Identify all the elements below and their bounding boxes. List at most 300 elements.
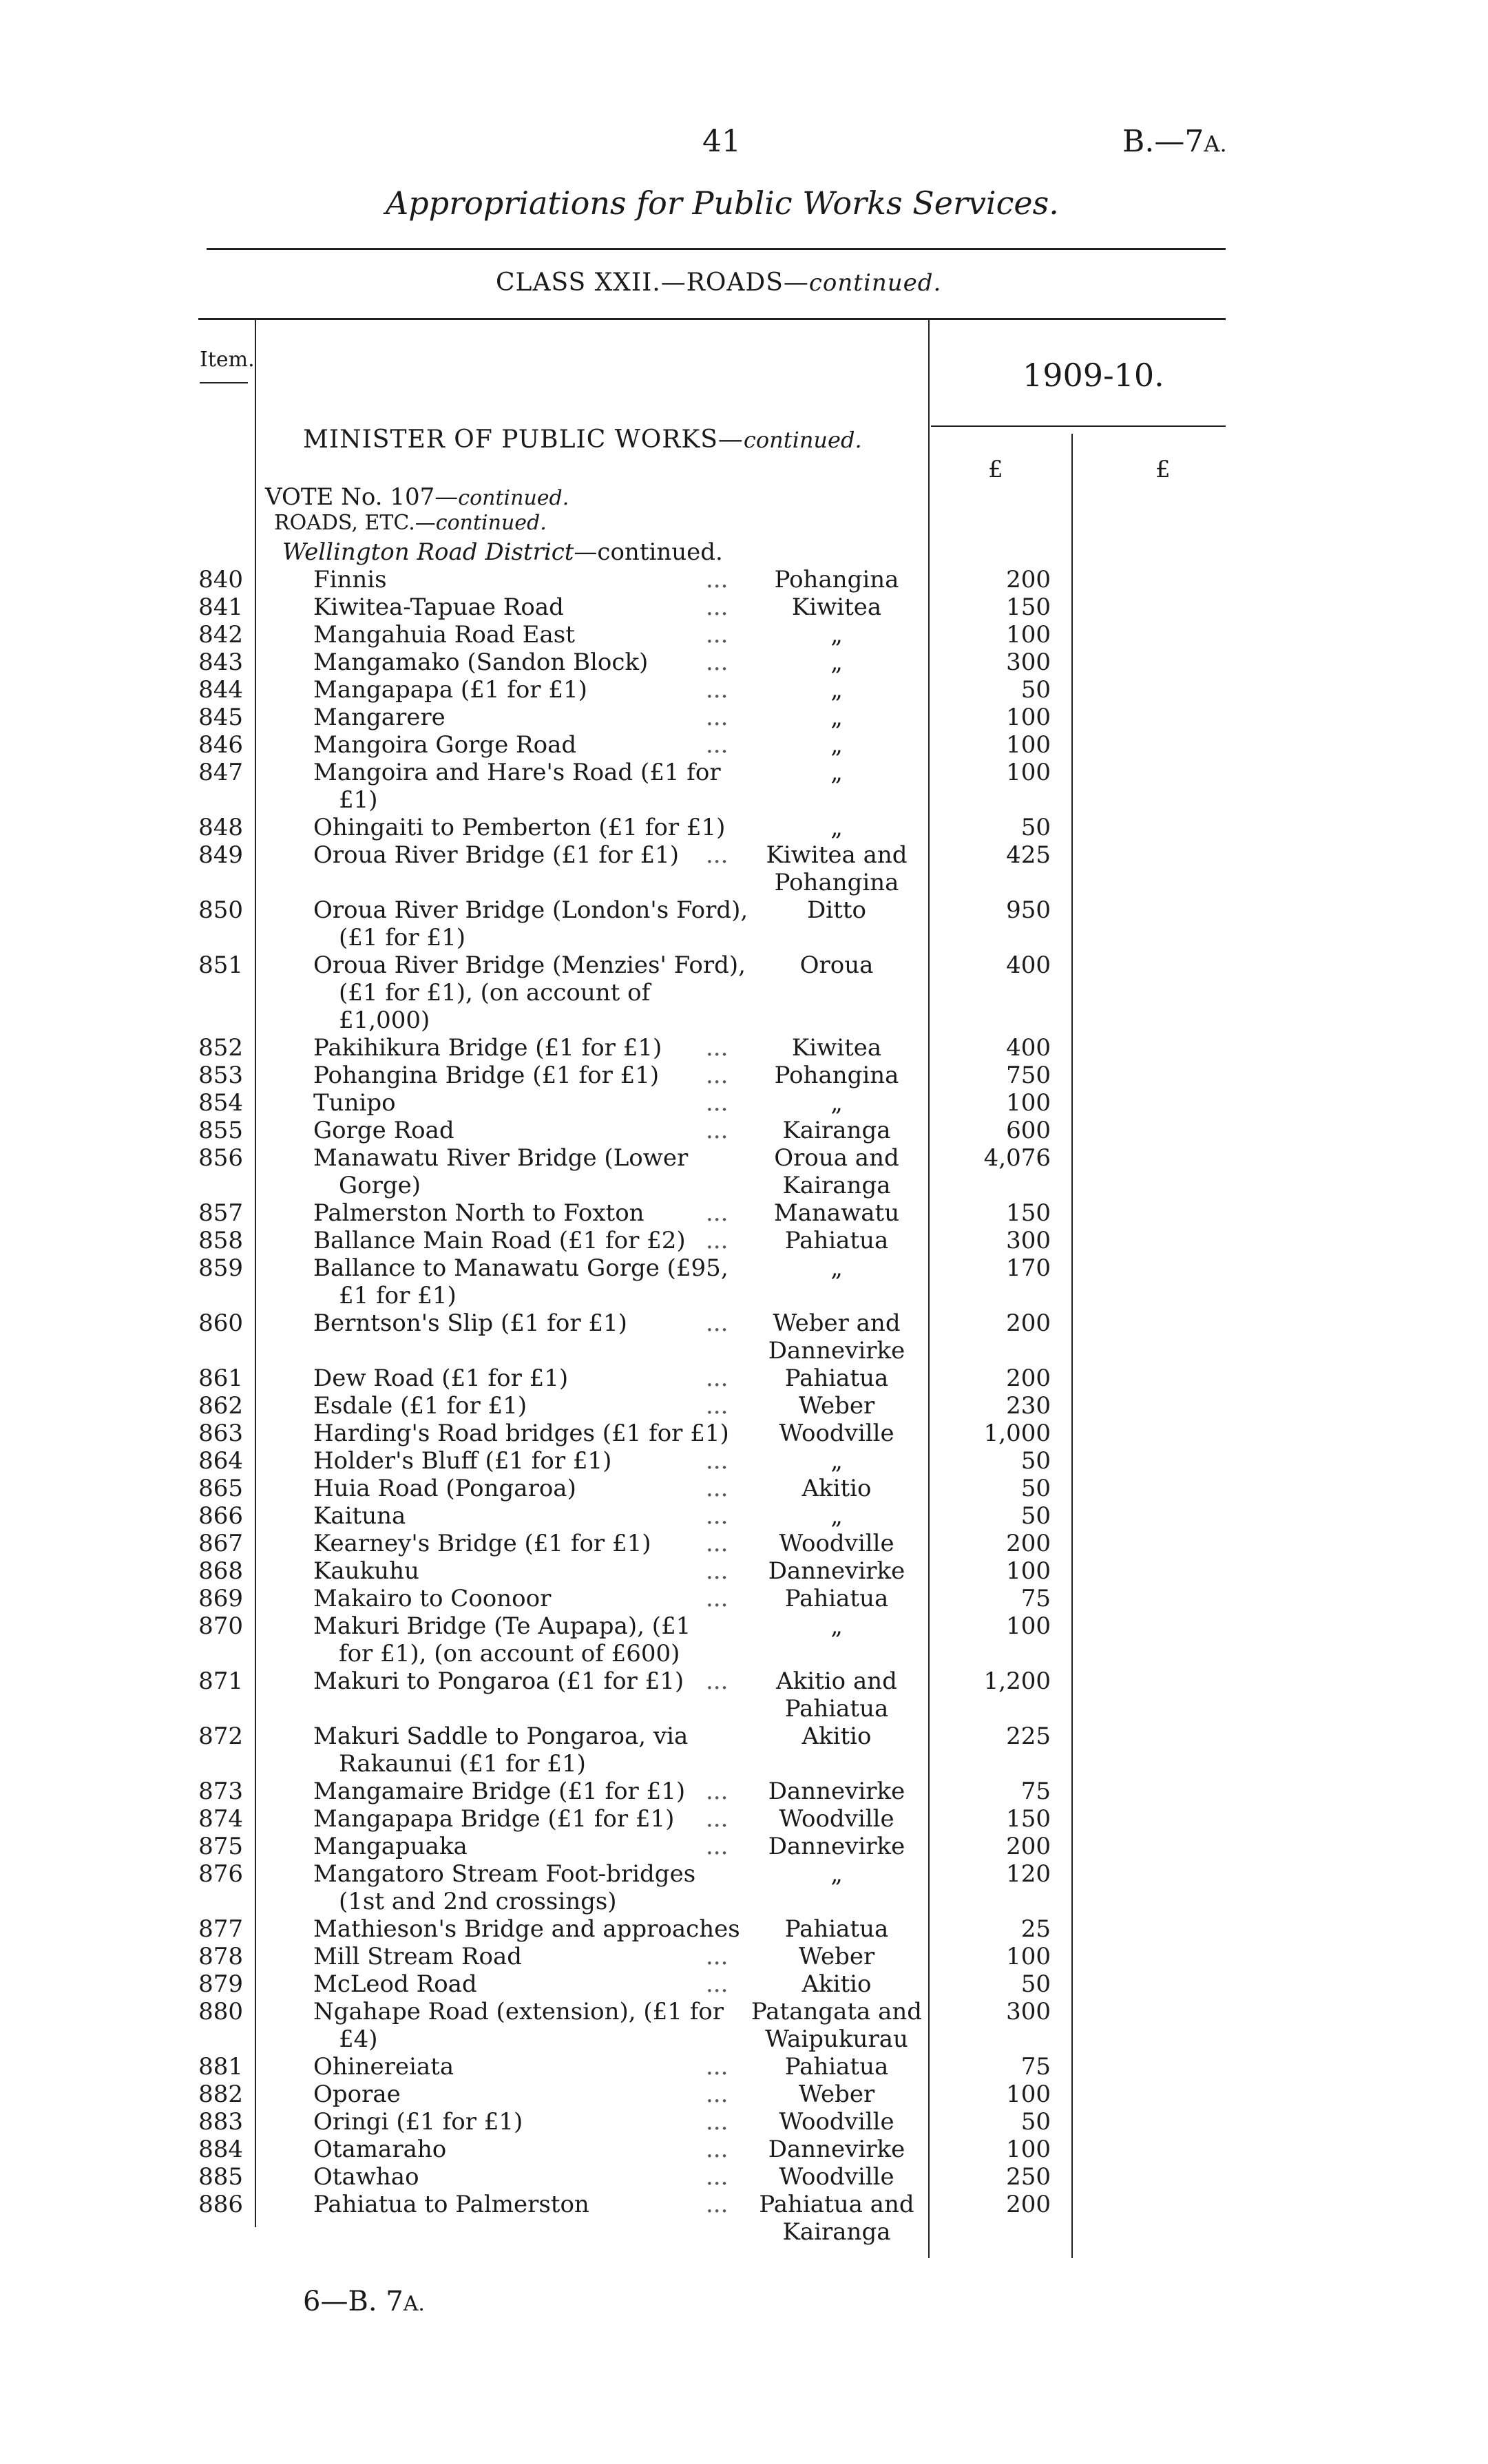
amount: 100 <box>1006 2136 1051 2163</box>
electorate: „ <box>830 1447 843 1475</box>
leader-dots: ... <box>706 1089 729 1117</box>
amount: 250 <box>1006 2163 1051 2191</box>
leader-dots: ... <box>706 1667 729 1695</box>
electorate: Patangata and <box>751 1998 923 2025</box>
item-description: Oroua River Bridge (Menzies' Ford), <box>313 951 746 979</box>
item-description: for £1), (on account of £600) <box>339 1640 680 1667</box>
electorate: „ <box>830 814 843 841</box>
leader-dots: ... <box>706 1447 729 1475</box>
electorate: „ <box>830 759 843 786</box>
electorate: Manawatu <box>773 1199 900 1227</box>
district-heading-main: Wellington Road District <box>282 538 574 566</box>
amount: 200 <box>1006 1365 1051 1392</box>
roads-heading-main: ROADS, ETC.— <box>274 511 436 535</box>
electorate: Pahiatua <box>784 1227 889 1254</box>
amount: 200 <box>1006 566 1051 593</box>
amount: 25 <box>1020 1915 1051 1943</box>
amount: 230 <box>1006 1392 1051 1420</box>
roads-heading <box>274 511 547 535</box>
electorate: Kairanga <box>782 1172 891 1199</box>
leader-dots: ... <box>706 2081 729 2108</box>
item-description: Otawhao <box>313 2163 419 2191</box>
item-number: 867 <box>198 1530 243 1557</box>
item-number: 877 <box>198 1915 243 1943</box>
amount: 300 <box>1006 649 1051 676</box>
electorate: Akitio and <box>776 1667 897 1695</box>
electorate: „ <box>830 1860 843 1888</box>
amount: 50 <box>1020 1475 1051 1502</box>
item-description: Makuri Bridge (Te Aupapa), (£1 <box>313 1612 691 1640</box>
electorate: Weber <box>798 1943 875 1970</box>
amount: 950 <box>1006 896 1051 924</box>
item-description: Finnis <box>313 566 387 593</box>
minister-heading-suffix: continued. <box>743 427 862 453</box>
table-row <box>0 1860 1488 1915</box>
table-row <box>0 1365 1488 1392</box>
electorate: „ <box>830 704 843 731</box>
amount: 100 <box>1006 731 1051 759</box>
leader-dots: ... <box>706 1199 729 1227</box>
item-number: 859 <box>198 1254 243 1282</box>
electorate: Dannevirke <box>768 1557 905 1585</box>
item-column-header: Item. <box>200 348 255 372</box>
amount: 100 <box>1006 1612 1051 1640</box>
leader-dots: ... <box>706 2108 729 2136</box>
amount: 100 <box>1006 1557 1051 1585</box>
item-description: Kiwitea-Tapuae Road <box>313 593 564 621</box>
amount: 750 <box>1006 1062 1051 1089</box>
item-description: (1st and 2nd crossings) <box>339 1888 617 1915</box>
amount: 200 <box>1006 1833 1051 1860</box>
electorate: Woodville <box>779 2163 894 2191</box>
item-description: Makairo to Coonoor <box>313 1585 552 1612</box>
amount: 50 <box>1020 1502 1051 1530</box>
item-description: Ballance Main Road (£1 for £2) <box>313 1227 686 1254</box>
table-row <box>0 2136 1488 2163</box>
amount: 150 <box>1006 1199 1051 1227</box>
leader-dots: ... <box>706 1227 729 1254</box>
vote-heading-main: VOTE No. 107— <box>265 483 459 511</box>
leader-dots: ... <box>706 593 729 621</box>
electorate: „ <box>830 731 843 759</box>
signature-mark-suffix: A. <box>403 2292 425 2316</box>
item-description: Ngahape Road (extension), (£1 for <box>313 1998 724 2025</box>
table-row <box>0 1723 1488 1778</box>
item-number: 860 <box>198 1309 243 1337</box>
electorate: Pahiatua <box>784 1365 889 1392</box>
item-number: 881 <box>198 2053 243 2081</box>
item-description: Huia Road (Pongaroa) <box>313 1475 576 1502</box>
table-row <box>0 1557 1488 1585</box>
item-description: Makuri to Pongaroa (£1 for £1) <box>313 1667 684 1695</box>
electorate: Pahiatua <box>784 1585 889 1612</box>
leader-dots: ... <box>706 676 729 704</box>
electorate: Woodville <box>779 2108 894 2136</box>
class-heading-main: CLASS XXII.—ROADS— <box>496 268 809 297</box>
table-row <box>0 1612 1488 1667</box>
table-row <box>0 1943 1488 1970</box>
electorate: Weber <box>798 2081 875 2108</box>
item-description: Mangapapa (£1 for £1) <box>313 676 587 704</box>
table-row <box>0 1530 1488 1557</box>
item-number: 868 <box>198 1557 243 1585</box>
electorate: Woodville <box>779 1420 894 1447</box>
table-row <box>0 2163 1488 2191</box>
leader-dots: ... <box>706 2053 729 2081</box>
pound-sign-col2: £ <box>1155 456 1171 483</box>
item-description: Ohinereiata <box>313 2053 454 2081</box>
leader-dots: ... <box>706 731 729 759</box>
vote-heading <box>265 483 569 511</box>
item-number: 864 <box>198 1447 243 1475</box>
electorate: Kiwitea <box>791 593 882 621</box>
electorate: Waipukurau <box>765 2025 908 2053</box>
signature-mark-main: 6—B. 7 <box>303 2286 404 2317</box>
item-number: 842 <box>198 621 243 649</box>
electorate: Pahiatua and <box>759 2191 914 2218</box>
leader-dots: ... <box>706 1502 729 1530</box>
table-row <box>0 1309 1488 1365</box>
amount: 75 <box>1020 1778 1051 1805</box>
electorate: „ <box>830 1254 843 1282</box>
item-description: Pakihikura Bridge (£1 for £1) <box>313 1034 662 1062</box>
electorate: Pahiatua <box>784 1695 889 1723</box>
table-row <box>0 1833 1488 1860</box>
item-description: Kaukuhu <box>313 1557 419 1585</box>
table-row <box>0 731 1488 759</box>
table-row <box>0 2191 1488 2246</box>
year-header: 1909-10. <box>1023 357 1164 394</box>
leader-dots: ... <box>706 649 729 676</box>
amount: 200 <box>1006 1309 1051 1337</box>
item-description: Esdale (£1 for £1) <box>313 1392 527 1420</box>
item-number: 869 <box>198 1585 243 1612</box>
table-row <box>0 2108 1488 2136</box>
amount: 1,200 <box>983 1667 1051 1695</box>
amount: 150 <box>1006 1805 1051 1833</box>
item-number: 866 <box>198 1502 243 1530</box>
item-description: Gorge Road <box>313 1117 454 1144</box>
item-number: 851 <box>198 951 243 979</box>
minister-heading <box>303 425 862 454</box>
electorate: Pahiatua <box>784 1915 889 1943</box>
electorate: „ <box>830 1612 843 1640</box>
electorate: Kairanga <box>782 2218 891 2246</box>
table-row <box>0 649 1488 676</box>
table-row <box>0 1667 1488 1723</box>
table-row <box>0 1915 1488 1943</box>
table-row <box>0 1144 1488 1199</box>
item-description: £4) <box>339 2025 378 2053</box>
minister-heading-main: MINISTER OF PUBLIC WORKS— <box>303 425 744 454</box>
item-number: 855 <box>198 1117 243 1144</box>
item-description: Rakaunui (£1 for £1) <box>339 1750 586 1778</box>
item-number: 875 <box>198 1833 243 1860</box>
table-row <box>0 1392 1488 1420</box>
electorate: Weber <box>798 1392 875 1420</box>
item-number: 852 <box>198 1034 243 1062</box>
item-description: Tunipo <box>313 1089 396 1117</box>
electorate: Dannevirke <box>768 1833 905 1860</box>
item-number: 873 <box>198 1778 243 1805</box>
table-row <box>0 2053 1488 2081</box>
leader-dots: ... <box>706 1585 729 1612</box>
item-description: Mangamako (Sandon Block) <box>313 649 649 676</box>
leader-dots: ... <box>706 621 729 649</box>
table-row <box>0 621 1488 649</box>
item-number: 886 <box>198 2191 243 2218</box>
table-row <box>0 1034 1488 1062</box>
item-number: 876 <box>198 1860 243 1888</box>
item-number: 841 <box>198 593 243 621</box>
item-description: Harding's Road bridges (£1 for £1) <box>313 1420 729 1447</box>
amount: 100 <box>1006 704 1051 731</box>
item-description: Mangapapa Bridge (£1 for £1) <box>313 1805 675 1833</box>
document-code-suffix: A. <box>1204 131 1227 157</box>
electorate: Oroua <box>799 951 874 979</box>
item-description: Mangahuia Road East <box>313 621 575 649</box>
leader-dots: ... <box>706 1309 729 1337</box>
item-number: 863 <box>198 1420 243 1447</box>
table-row <box>0 1447 1488 1475</box>
amount: 50 <box>1020 1447 1051 1475</box>
item-description: Pahiatua to Palmerston <box>313 2191 589 2218</box>
leader-dots: ... <box>706 1117 729 1144</box>
title-rule <box>207 248 1226 250</box>
item-number: 840 <box>198 566 243 593</box>
leader-dots: ... <box>706 1392 729 1420</box>
amount: 50 <box>1020 2108 1051 2136</box>
electorate: Kairanga <box>782 1117 891 1144</box>
item-number: 882 <box>198 2081 243 2108</box>
item-description: £1) <box>339 786 378 814</box>
table-row <box>0 1117 1488 1144</box>
amount: 150 <box>1006 593 1051 621</box>
leader-dots: ... <box>706 566 729 593</box>
electorate: Dannevirke <box>768 2136 905 2163</box>
amount: 100 <box>1006 621 1051 649</box>
item-description: Oporae <box>313 2081 401 2108</box>
class-heading <box>496 268 941 297</box>
item-description: Mangapuaka <box>313 1833 468 1860</box>
leader-dots: ... <box>706 1833 729 1860</box>
item-number: 872 <box>198 1723 243 1750</box>
item-description: Dew Road (£1 for £1) <box>313 1365 569 1392</box>
electorate: „ <box>830 676 843 704</box>
amount: 50 <box>1020 814 1051 841</box>
item-description: Mill Stream Road <box>313 1943 522 1970</box>
table-row <box>0 1502 1488 1530</box>
table-row <box>0 1254 1488 1309</box>
item-description: (£1 for £1), (on account of <box>339 979 651 1007</box>
leader-dots: ... <box>706 1778 729 1805</box>
item-description: £1,000) <box>339 1007 430 1034</box>
item-number: 857 <box>198 1199 243 1227</box>
district-heading-suffix: —continued. <box>574 538 723 566</box>
item-number: 843 <box>198 649 243 676</box>
leader-dots: ... <box>706 704 729 731</box>
amount: 100 <box>1006 1089 1051 1117</box>
item-number: 861 <box>198 1365 243 1392</box>
electorate: Pohangina <box>774 869 899 896</box>
table-row <box>0 1227 1488 1254</box>
table-row <box>0 951 1488 1034</box>
amount: 200 <box>1006 2191 1051 2218</box>
year-underline <box>931 425 1226 427</box>
table-row <box>0 841 1488 896</box>
electorate: „ <box>830 649 843 676</box>
amount: 200 <box>1006 1530 1051 1557</box>
leader-dots: ... <box>706 1530 729 1557</box>
pound-sign-col1: £ <box>988 456 1003 483</box>
table-row <box>0 1475 1488 1502</box>
item-description: Mangoira Gorge Road <box>313 731 577 759</box>
item-description: Mangatoro Stream Foot-bridges <box>313 1860 696 1888</box>
item-header-underline <box>200 382 248 383</box>
item-number: 883 <box>198 2108 243 2136</box>
item-description: Oroua River Bridge (London's Ford), <box>313 896 748 924</box>
amount: 400 <box>1006 951 1051 979</box>
leader-dots: ... <box>706 2136 729 2163</box>
electorate: Pohangina <box>774 1062 899 1089</box>
electorate: Akitio <box>801 1723 872 1750</box>
item-description: McLeod Road <box>313 1970 477 1998</box>
table-row <box>0 566 1488 593</box>
item-description: Berntson's Slip (£1 for £1) <box>313 1309 627 1337</box>
table-row <box>0 1805 1488 1833</box>
amount: 100 <box>1006 2081 1051 2108</box>
item-number: 880 <box>198 1998 243 2025</box>
table-row <box>0 1970 1488 1998</box>
amount: 100 <box>1006 759 1051 786</box>
page-number: 41 <box>702 124 741 159</box>
item-number: 850 <box>198 896 243 924</box>
table-row <box>0 814 1488 841</box>
item-number: 865 <box>198 1475 243 1502</box>
document-code-main: B.—7 <box>1122 124 1204 159</box>
item-description: Mangarere <box>313 704 446 731</box>
table-row <box>0 1062 1488 1089</box>
item-number: 862 <box>198 1392 243 1420</box>
electorate: Dannevirke <box>768 1778 905 1805</box>
table-row <box>0 2081 1488 2108</box>
amount: 4,076 <box>983 1144 1051 1172</box>
electorate: Pahiatua <box>784 2053 889 2081</box>
table-row <box>0 759 1488 814</box>
item-number: 854 <box>198 1089 243 1117</box>
electorate: Ditto <box>807 896 866 924</box>
item-number: 884 <box>198 2136 243 2163</box>
item-description: Ballance to Manawatu Gorge (£95, <box>313 1254 729 1282</box>
item-description: Mangoira and Hare's Road (£1 for <box>313 759 721 786</box>
item-description: Kaituna <box>313 1502 406 1530</box>
page-title: Appropriations for Public Works Services. <box>386 185 1059 222</box>
item-description: £1 for £1) <box>339 1282 457 1309</box>
leader-dots: ... <box>706 1557 729 1585</box>
table-row <box>0 1420 1488 1447</box>
amount: 300 <box>1006 1998 1051 2025</box>
item-number: 853 <box>198 1062 243 1089</box>
electorate: Kiwitea and <box>766 841 908 869</box>
item-number: 849 <box>198 841 243 869</box>
leader-dots: ... <box>706 1805 729 1833</box>
electorate: Woodville <box>779 1530 894 1557</box>
table-row <box>0 593 1488 621</box>
electorate: „ <box>830 1502 843 1530</box>
item-number: 870 <box>198 1612 243 1640</box>
amount: 50 <box>1020 1970 1051 1998</box>
amount: 1,000 <box>983 1420 1051 1447</box>
table-row <box>0 1089 1488 1117</box>
item-description: Ohingaiti to Pemberton (£1 for £1) <box>313 814 726 841</box>
leader-dots: ... <box>706 1034 729 1062</box>
electorate: Akitio <box>801 1475 872 1502</box>
amount: 600 <box>1006 1117 1051 1144</box>
item-number: 848 <box>198 814 243 841</box>
document-code <box>1122 124 1227 159</box>
item-description: Oringi (£1 for £1) <box>313 2108 523 2136</box>
table-row <box>0 676 1488 704</box>
table-row <box>0 1199 1488 1227</box>
amount: 225 <box>1006 1723 1051 1750</box>
amount: 120 <box>1006 1860 1051 1888</box>
item-number: 856 <box>198 1144 243 1172</box>
amount: 75 <box>1020 2053 1051 2081</box>
item-description: Gorge) <box>339 1172 421 1199</box>
electorate: „ <box>830 1089 843 1117</box>
leader-dots: ... <box>706 2191 729 2218</box>
item-description: Holder's Bluff (£1 for £1) <box>313 1447 612 1475</box>
item-description: Palmerston North to Foxton <box>313 1199 645 1227</box>
district-heading <box>282 538 723 566</box>
item-description: Otamaraho <box>313 2136 447 2163</box>
item-description: Pohangina Bridge (£1 for £1) <box>313 1062 660 1089</box>
item-number: 874 <box>198 1805 243 1833</box>
item-number: 885 <box>198 2163 243 2191</box>
electorate: Dannevirke <box>768 1337 905 1365</box>
leader-dots: ... <box>706 1062 729 1089</box>
electorate: Oroua and <box>774 1144 899 1172</box>
item-number: 845 <box>198 704 243 731</box>
table-row <box>0 1998 1488 2053</box>
leader-dots: ... <box>706 2163 729 2191</box>
leader-dots: ... <box>706 1970 729 1998</box>
amount: 50 <box>1020 676 1051 704</box>
amount: 300 <box>1006 1227 1051 1254</box>
item-description: Mathieson's Bridge and approaches <box>313 1915 740 1943</box>
leader-dots: ... <box>706 1475 729 1502</box>
signature-mark <box>303 2286 425 2317</box>
item-number: 847 <box>198 759 243 786</box>
item-number: 878 <box>198 1943 243 1970</box>
electorate: Kiwitea <box>791 1034 882 1062</box>
leader-dots: ... <box>706 1365 729 1392</box>
class-heading-suffix: continued. <box>808 269 942 297</box>
electorate: Akitio <box>801 1970 872 1998</box>
table-top-rule <box>198 318 1226 320</box>
item-number: 846 <box>198 731 243 759</box>
item-description: Oroua River Bridge (£1 for £1) <box>313 841 679 869</box>
vote-heading-suffix: continued. <box>458 486 569 510</box>
electorate: Woodville <box>779 1805 894 1833</box>
leader-dots: ... <box>706 841 729 869</box>
item-number: 844 <box>198 676 243 704</box>
item-description: Makuri Saddle to Pongaroa, via <box>313 1723 689 1750</box>
roads-heading-suffix: continued. <box>435 511 547 535</box>
amount: 425 <box>1006 841 1051 869</box>
table-row <box>0 896 1488 951</box>
table-row <box>0 1778 1488 1805</box>
